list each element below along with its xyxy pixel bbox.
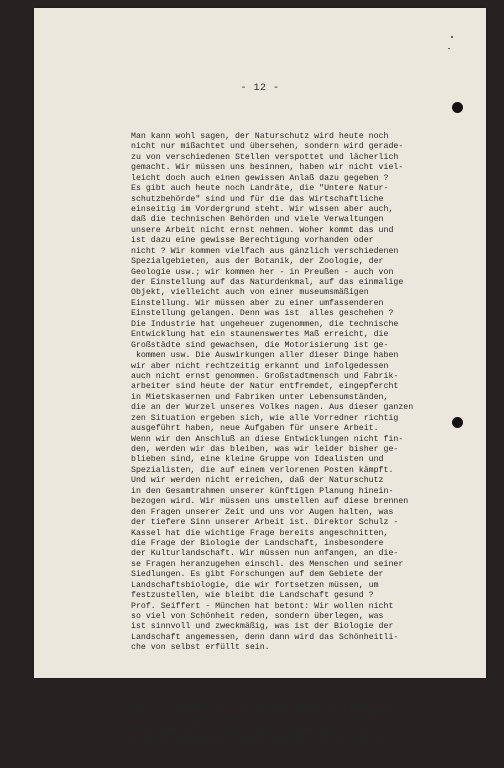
- text-line: die Frage der Biologie der Landschaft, insbesondere: [131, 538, 384, 548]
- paragraph: [131, 706, 481, 748]
- text-line: einseitig im Vordergrund steht. Wir wissen aber auch,: [131, 204, 394, 214]
- text-line: in den Gesamtrahmen unserer künftigen Planung hinein-: [131, 486, 394, 496]
- text-line: Spezialgebieten, aus der Botanik, der Zoologie, der: [131, 257, 384, 267]
- text-line: ist dazu eine gewisse Berechtigung vorhanden oder: [131, 236, 374, 246]
- text-line: Wenn wir den Anschluß an diese Entwicklungen nicht fin-: [131, 434, 404, 444]
- text-line: Man kann wohl sagen, der Naturschutz wird heute noch: [131, 131, 389, 141]
- text-line: Geologie usw.; wir kommen her - in Preußen - auch von: [131, 267, 394, 277]
- text-line: der tiefere Sinn unserer Arbeit ist. Direktor Schulz -: [131, 518, 399, 528]
- text-line: Frage zu beantworten: wie halten wir die Flur gesund ?: [131, 736, 399, 746]
- text-line: den Fragen unserer Zeit und uns vor Augen halten, was: [131, 507, 394, 517]
- text-line: Großstädte sind gewachsen, die Motorisierung ist ge-: [131, 340, 389, 350]
- text-line: Wald am richtigen Platz und haltet ihn biologisch ge-: [131, 716, 394, 726]
- text-line: ausgeführt haben, neue Aufgaben für unsere Arbeit.: [131, 424, 379, 434]
- text-line: Landschaftsbiologie, die wir fortsetzen müssen, um: [131, 580, 379, 590]
- text-line: leicht doch auch einen gewissen Anlaß dazu gegeben ?: [131, 173, 389, 183]
- text-line: se Fragen heranzugehen einschl. des Menschen und seiner: [131, 559, 404, 569]
- text-line: Einstellung. Wir müssen aber zu einer umfassenderen: [131, 298, 384, 308]
- text-line: der Einstellung auf das Naturdenkmal, auf das einmalige: [131, 278, 404, 288]
- text-line: unsere Arbeit nicht ernst nehmen. Woher kommt das und: [131, 225, 394, 235]
- text-line: Und wir werden nicht erreichen, daß der Naturschutz: [131, 476, 384, 486]
- text-line: nicht ? Wir kommen vielfach aus gänzlich verschiedenen: [131, 246, 399, 256]
- text-line: gemacht. Wir müssen uns besinnen, haben wir nicht viel-: [131, 163, 404, 173]
- text-line: ist sinnvoll und zweckmäßig, was ist der Biologie der: [131, 622, 394, 632]
- text-line: Spezialisten, die auf einem verlorenen Posten kämpft.: [131, 465, 394, 475]
- paragraph: [131, 132, 481, 654]
- text-line: kommen usw. Die Auswirkungen aller dieser Dinge haben: [131, 351, 399, 361]
- text-line: Prof. Seiffert - München hat betont: Wir wollen nicht: [131, 601, 394, 611]
- paper-speck: [451, 36, 453, 38]
- text-line: auch nicht ernst genommen. Großstadtmensch und Fabrik-: [131, 371, 399, 381]
- text-line: Die Industrie hat ungeheuer zugenommen, die technische: [131, 319, 399, 329]
- text-line: so viel von Schönheit reden, sondern überlegen, was: [131, 612, 384, 622]
- text-line: che von selbst erfüllt sein.: [131, 643, 270, 653]
- text-line: zu von verschiedenen Stellen verspottet und lächerlich: [131, 152, 399, 162]
- text-line: festzustellen, wie bleibt die Landschaft gesund ?: [131, 591, 374, 601]
- text-line: Auch im Waldbau gilt das Gesetz: zeigt den richtigen: [131, 705, 389, 715]
- text-line: Kassel hat die wichtige Frage bereits angeschnitten,: [131, 528, 389, 538]
- text-line: wir aber nicht rechtzeitig erkannt und infolgedessen: [131, 361, 389, 371]
- text-line: bezogen wird. Wir müssen uns umstellen auf diese brennen: [131, 497, 409, 507]
- paper-speck: [448, 48, 450, 49]
- text-line: arbeiter sind heute der Natur entfremdet, eingepfercht: [131, 382, 399, 392]
- text-line: Objekt, vielleicht auch von einer museumsmäßigen: [131, 288, 369, 298]
- text-line: daß die technischen Behörden und viele Verwaltungen: [131, 215, 384, 225]
- paragraph-gap: [131, 675, 481, 685]
- text-line: blieben sind, eine kleine Gruppe von Idealisten und: [131, 455, 384, 465]
- text-line: den, werden wir das bleiben, was wir leider bisher ge-: [131, 445, 399, 455]
- text-line: schutzbehörde" sind und für die das Wirtschaftliche: [131, 194, 384, 204]
- text-line: Landschaft angemessen, denn dann wird das Schönheitli-: [131, 632, 399, 642]
- text-line: Entwicklung hat ein staunenswertes Maß erreicht, die: [131, 330, 389, 340]
- text-line: zen Situation ergeben sich, wie alle Vorredner richtig: [131, 413, 399, 423]
- text-line: Siedlungen. Es gibt Forschungen auf dem Gebiete der: [131, 570, 384, 580]
- text-line: sund, dann ist er auch schön. Schwieriger ist die: [131, 726, 374, 736]
- text-line: Einstellung gelangen. Denn was ist alles geschehen ?: [131, 309, 394, 319]
- text-line: in Mietskasernen und Fabriken unter Lebensumständen,: [131, 392, 389, 402]
- text-line: die an der Wurzel unseres Volkes nagen. Aus dieser ganzen: [131, 403, 414, 413]
- page-number: - 12 -: [240, 83, 280, 94]
- text-line: nicht nur mißachtet und übersehen, sondern wird gerade-: [131, 142, 404, 152]
- document-page: [34, 8, 486, 746]
- text-line: Es gibt auch heute noch Landräte, die "Untere Natur-: [131, 184, 389, 194]
- body-text: [131, 111, 481, 768]
- text-line: der Kulturlandschaft. Wir müssen nun anfangen, an die-: [131, 549, 399, 559]
